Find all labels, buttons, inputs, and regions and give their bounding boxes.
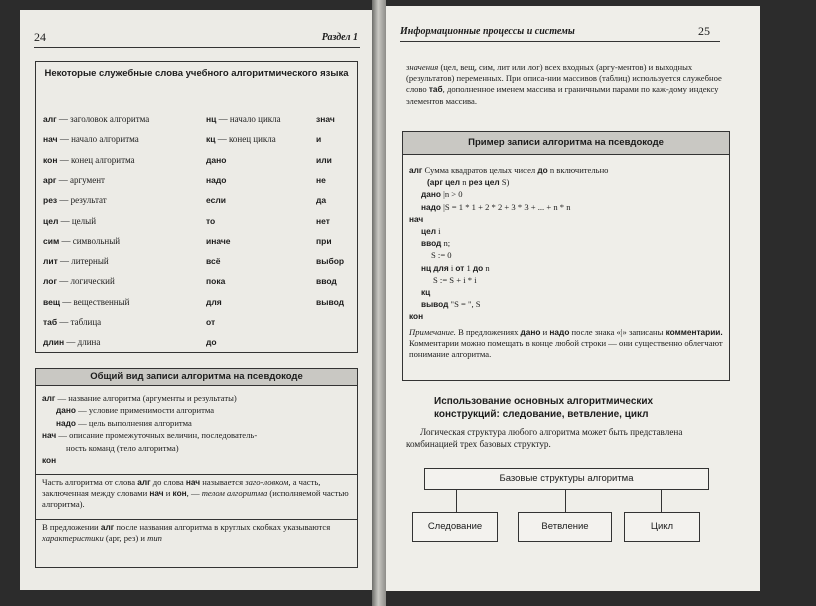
keyword-item: вещ — вещественный: [43, 296, 130, 307]
keyword-item: иначе: [206, 235, 231, 246]
keyword-item: знач: [316, 114, 335, 124]
keyword-item: арг — аргумент: [43, 174, 105, 185]
page-number-left: 24: [34, 30, 46, 44]
code-line: надо |S = 1 * 1 + 2 * 2 + 3 * 3 + ... + n * n: [421, 201, 571, 212]
section-text: Логическая структура любого алгоритма может быть представлена комбинацией трех базовых структур.: [406, 427, 683, 449]
code-line: алг Сумма квадратов целых чисел до n включительно: [409, 165, 609, 175]
general-form-line: алг — название алгоритма (аргументы и результаты): [42, 393, 237, 403]
diagram-child-loop: Цикл: [624, 512, 700, 542]
connector: [565, 490, 566, 512]
code-line: S := S + i * i: [433, 274, 477, 285]
running-head-left: Раздел 1: [321, 32, 358, 43]
example-box-title: Пример записи алгоритма на псевдокоде: [403, 132, 729, 155]
keyword-item: надо: [206, 174, 227, 185]
example-box: [402, 131, 730, 381]
running-head-right: Информационные процессы и системы: [400, 26, 575, 37]
keyword-item: вывод: [316, 296, 345, 307]
code-line: вывод "S = ", S: [421, 299, 481, 310]
keyword-item: ввод: [316, 276, 337, 287]
code-line: кц: [421, 287, 431, 297]
code-line: нач: [409, 213, 424, 224]
keyword-item: рез — результат: [43, 195, 107, 206]
code-line: кон: [409, 311, 424, 322]
keyword-item: пока: [206, 276, 226, 287]
general-form-box: [35, 368, 358, 568]
general-form-line: дано — условие применимости алгоритма: [56, 405, 215, 416]
left-page: [20, 10, 372, 590]
keyword-item: цел — целый: [43, 215, 97, 226]
keyword-item: лит — литерный: [43, 256, 109, 267]
book-spine: [372, 0, 386, 606]
general-form-line: ность команд (тело алгоритма): [66, 442, 179, 453]
code-line: дано |n > 0: [421, 189, 463, 200]
keyword-item: до: [206, 337, 217, 348]
keyword-item: да: [316, 195, 327, 206]
code-line: ввод n;: [421, 238, 451, 249]
diagram-root-box: Базовые структуры алгоритма: [424, 468, 709, 490]
header-rule: [400, 41, 720, 42]
diagram-child-sequence: Следование: [412, 512, 498, 542]
keyword-item: сим — символьный: [43, 235, 121, 246]
keyword-item: выбор: [316, 256, 345, 267]
divider: [36, 519, 357, 520]
keywords-box-title: Некоторые служебные слова учебного алгоритмического языка: [44, 68, 349, 79]
keyword-item: нет: [316, 215, 330, 226]
keyword-item: лог — логический: [43, 276, 115, 287]
intro-paragraph: значения (цел, вещ, сим, лит или лог) всех входных (аргу-ментов) и выходных (результатов) переменных. При описа-нии массивов (таблиц) используется служебное слово таб, дополненное именем массива и граничными парами по каж-дому индексу элементов массива.: [406, 62, 722, 106]
diagram-child-branch: Ветвление: [518, 512, 612, 542]
paragraph-characteristics: В предложении алг после названия алгоритма в круглых скобках указываются характеристики (арг, рез) и тип: [42, 522, 331, 544]
keyword-item: при: [316, 235, 332, 246]
keyword-item: или: [316, 154, 332, 165]
general-form-line: нач — описание промежуточных величин, последователь-: [42, 430, 258, 441]
keyword-item: и: [316, 134, 322, 145]
general-form-title: Общий вид записи алгоритма на псевдокоде: [36, 369, 357, 386]
keyword-item: от: [206, 317, 216, 327]
section-title: Использование основных алгоритмических конструкций: следование, ветвление, цикл: [434, 396, 654, 420]
keyword-item: длин — длина: [43, 337, 101, 348]
keywords-box: [35, 61, 358, 353]
divider: [36, 474, 357, 475]
page-number-right: 25: [698, 24, 710, 38]
keyword-item: если: [206, 195, 226, 206]
keyword-item: нач — начало алгоритма: [43, 134, 139, 145]
code-line: (арг цел n рез цел S): [427, 177, 510, 188]
keyword-item: не: [316, 174, 326, 185]
code-line: нц для i от 1 до n: [421, 262, 490, 273]
general-form-line: надо — цель выполнения алгоритма: [56, 417, 192, 428]
keyword-item: кон — конец алгоритма: [43, 154, 135, 165]
keyword-item: для: [206, 296, 222, 307]
keyword-item: дано: [206, 154, 227, 165]
keyword-item: кц — конец цикла: [206, 134, 276, 145]
keyword-item: то: [206, 215, 216, 226]
example-note: Примечание. В предложениях дано и надо после знака «|» записаны комментарии. Комментарии можно помещать в конце любой строки — они существенно облегчают понимание алгоритма.: [409, 327, 723, 360]
keyword-item: таб — таблица: [43, 317, 102, 327]
code-line: S := 0: [431, 250, 452, 261]
connector: [456, 490, 457, 512]
right-page: [386, 6, 760, 591]
general-form-line: кон: [42, 455, 57, 465]
connector: [661, 490, 662, 512]
keyword-item: всё: [206, 256, 221, 267]
keyword-item: нц — начало цикла: [206, 114, 281, 124]
keyword-item: алг — заголовок алгоритма: [43, 114, 150, 124]
paragraph-header-body: Часть алгоритма от слова алг до слова нач называется заго-ловком, а часть, заключенная между словами нач и кон, — телом алгоритма (исполняемой частью алгоритма).: [42, 477, 349, 510]
code-line: цел i: [421, 226, 441, 236]
header-rule: [34, 47, 360, 48]
